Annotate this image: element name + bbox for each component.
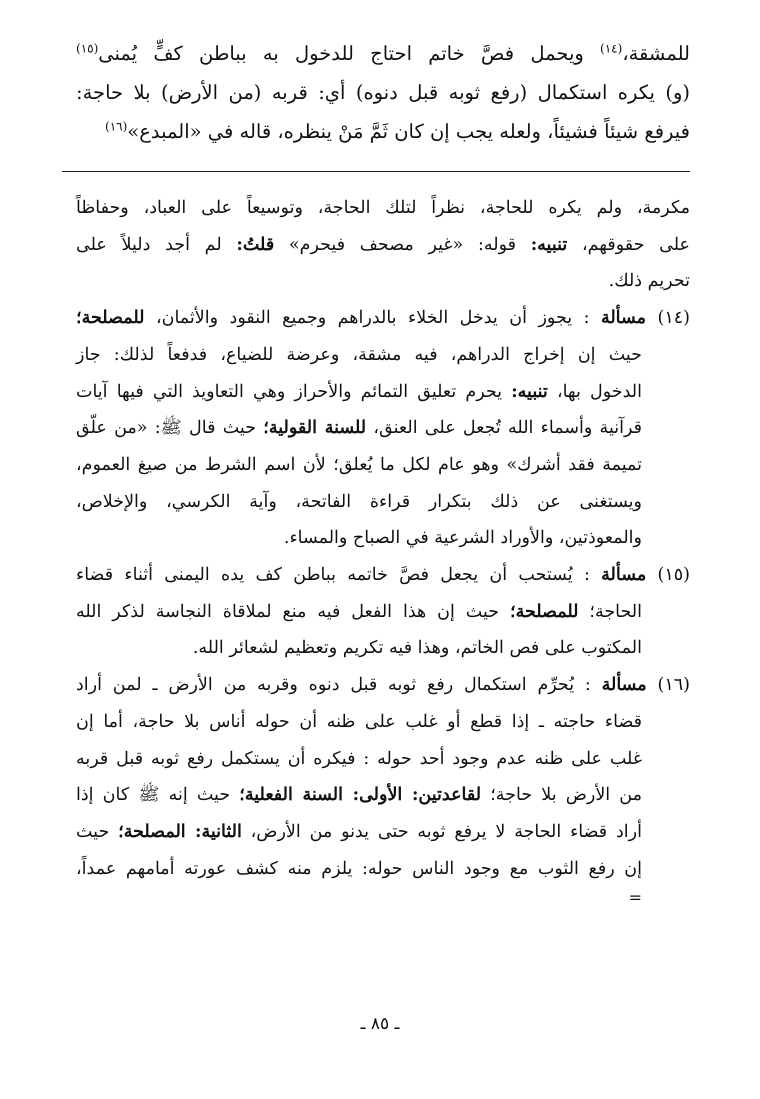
note-16-line-4 — [76, 777, 690, 814]
note-14-line-1 — [76, 300, 690, 337]
note-15-line-2 — [76, 594, 690, 631]
note-prev-line-3: تحريم ذلك. — [608, 271, 690, 292]
masala-label: مسألة — [600, 308, 647, 329]
note-number: (١٤) — [657, 308, 690, 329]
note-14-line-7: والمعوذتين، والأوراد الشرعية في الصباح والمساء. — [283, 528, 642, 549]
note-text: قوله: «غير مصحف فيحرم» — [288, 234, 516, 255]
masala-label: مسألة — [601, 675, 647, 696]
note-prev-line-1: مكرمة، ولم يكره للحاجة، نظراً لتلك الحاجة، وتوسيعاً على العباد، وحفاظاً — [76, 198, 690, 218]
note-14-line-3 — [76, 374, 690, 411]
note-15-line-3: المكتوب على فص الخاتم، وهذا فيه تكريم وتعظيم لشعائر الله. — [192, 638, 642, 659]
main-text — [76, 34, 690, 151]
note-text: : يجوز أن يدخل الخلاء بالدراهم وجميع النقود والأثمان، — [155, 308, 590, 329]
page-number: ـ ٨٥ ـ — [360, 1014, 400, 1034]
main-line-1 — [76, 34, 690, 73]
note-number: (١٦) — [657, 675, 690, 696]
note-text: الحاجة؛ — [589, 601, 642, 622]
bold-term: للسنة القولية؛ — [263, 418, 367, 439]
main-text-span: ويحمل فصَّ خاتم احتاج للدخول به بباطن كفٍّ يُمنى — [98, 42, 584, 65]
note-number: (١٥) — [657, 565, 690, 586]
main-line-3 — [76, 112, 690, 151]
note-text: من الأرض بلا حاجة؛ — [490, 785, 642, 806]
note-14-line-2: حيث إن إخراج الدراهم، فيه مشقة، وعرضة للضياع، فدفعاً لذلك: جاز — [76, 344, 642, 365]
masala-label: مسألة — [601, 565, 647, 586]
bold-term: لقاعدتين: الأولى: السنة الفعلية؛ — [239, 785, 482, 806]
note-text: : يُستحب أن يجعل فصَّ خاتمه بباطن كف يده اليمنى أثناء قضاء — [76, 565, 590, 586]
footnote-ref-14[interactable]: (١٤) — [600, 41, 623, 56]
bold-term: الثانية: المصلحة؛ — [118, 821, 242, 842]
note-text: أراد قضاء الحاجة لا يرفع ثوبه حتى يدنو من الأرض، — [250, 821, 642, 842]
note-text: حيث — [76, 821, 110, 842]
footnote-ref-15[interactable]: (١٥) — [76, 41, 99, 56]
note-text: حيث قال ﷺ: «من علّق — [76, 418, 257, 439]
main-line-2: (و) يكره استكمال (رفع ثوبه قبل دنوه) أي: قربه (من الأرض) بلا حاجة: — [76, 81, 690, 104]
note-text: لم أجد دليلاً على — [76, 234, 222, 255]
note-15-line-1 — [76, 557, 690, 594]
note-text: قرآنية وأسماء الله تُجعل على العنق، — [373, 418, 642, 439]
note-16-line-5 — [76, 814, 690, 851]
note-16-line-6: إن رفع الثوب مع وجود الناس حوله: يلزم منه كشف عورته أمامهم عمداً، — [76, 858, 642, 879]
note-text: الدخول بها، — [556, 381, 642, 402]
main-text-span: للمشقة، — [622, 42, 690, 65]
note-text: على حقوقهم، — [581, 234, 690, 255]
note-text: يحرم تعليق التمائم والأحراز وهي التعاويذ التي فيها آيات — [76, 381, 503, 402]
note-14-line-6: ويستغنى عن ذلك بتكرار قراءة الفاتحة، وآية الكرسي، والإخلاص، — [76, 491, 642, 512]
note-text: : يُحرِّم استكمال رفع ثوبه قبل دنوه وقربه من الأرض ـ لمن أراد — [76, 675, 591, 696]
note-text: حيث إنه ﷺ كان إذا — [76, 785, 231, 806]
tanbih-label: تنبيه: — [530, 234, 568, 255]
note-14-line-4 — [76, 410, 690, 447]
footnote-separator — [62, 171, 690, 172]
note-16-line-1 — [76, 667, 690, 704]
footnotes — [76, 190, 690, 909]
qult-label: قلتُ: — [236, 234, 275, 255]
note-14-line-5: تميمة فقد أشرك» وهو عام لكل ما يُعلق؛ لأن اسم الشرط من صيغ العموم، — [76, 454, 642, 475]
note-prev-line-2 — [76, 227, 690, 264]
footnote-ref-16[interactable]: (١٦) — [105, 119, 128, 134]
tanbih-label: تنبيه: — [511, 381, 548, 402]
note-16-line-3: غلب على ظنه عدم وجود أحد حوله : فيكره أن يستكمل رفع ثوبه قبل قربه — [76, 748, 642, 769]
bold-term: للمصلحة؛ — [76, 308, 145, 329]
note-16-line-2: قضاء حاجته ـ إذا قطع أو غلب على ظنه أن حوله أناس بلا حاجة، أما إن — [76, 711, 642, 732]
bold-term: للمصلحة؛ — [510, 601, 579, 622]
continuation-mark: = — [628, 888, 642, 908]
main-text-span: فيرفع شيئاً فشيئاً، ولعله يجب إن كان ثَمَّ مَنْ ينظره، قاله في «المبدع» — [127, 120, 690, 143]
note-text: حيث إن هذا الفعل فيه منع لملاقاة النجاسة لذكر الله — [76, 601, 500, 622]
